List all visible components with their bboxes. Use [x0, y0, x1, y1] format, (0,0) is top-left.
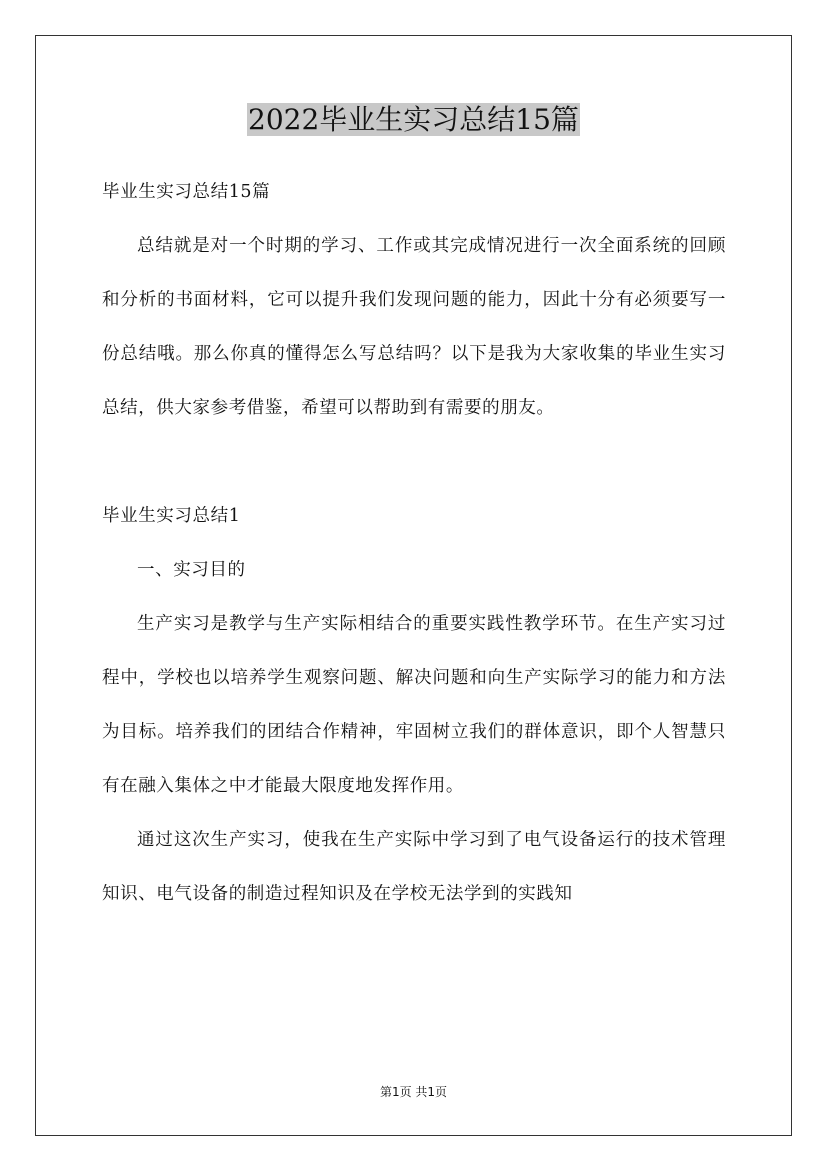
- section-subheading: 一、实习目的: [137, 560, 246, 580]
- page-footer: 第1页 共1页: [379, 1085, 448, 1099]
- document-subtitle: 毕业生实习总结15篇: [102, 182, 271, 202]
- intro-paragraph: 总结就是对一个时期的学习、工作或其完成情况进行一次全面系统的回顾和分析的书面材料，它可以提升我们发现问题的能力，因此十分有必须要写一份总结哦。那么你真的懂得怎么写总结吗？以下是我为大家收集的毕业生实习总结，供大家参考借鉴，希望可以帮助到有需要的朋友。: [102, 236, 726, 418]
- document-body: [102, 165, 726, 921]
- body-paragraph-1: 生产实习是教学与生产实际相结合的重要实践性教学环节。在生产实习过程中，学校也以培养学生观察问题、解决问题和向生产实际学习的能力和方法为目标。培养我们的团结合作精神，牢固树立我们的群体意识，即个人智慧只有在融入集体之中才能最大限度地发挥作用。: [102, 614, 726, 796]
- body-paragraph-2: 通过这次生产实习，使我在生产实际中学习到了电气设备运行的技术管理知识、电气设备的制造过程知识及在学校无法学到的实践知: [102, 830, 726, 904]
- section-title: 毕业生实习总结1: [102, 506, 241, 526]
- section-spacer: [102, 435, 726, 489]
- document-title: [0, 98, 827, 142]
- document-title-text: 2022毕业生实习总结15篇: [248, 103, 579, 136]
